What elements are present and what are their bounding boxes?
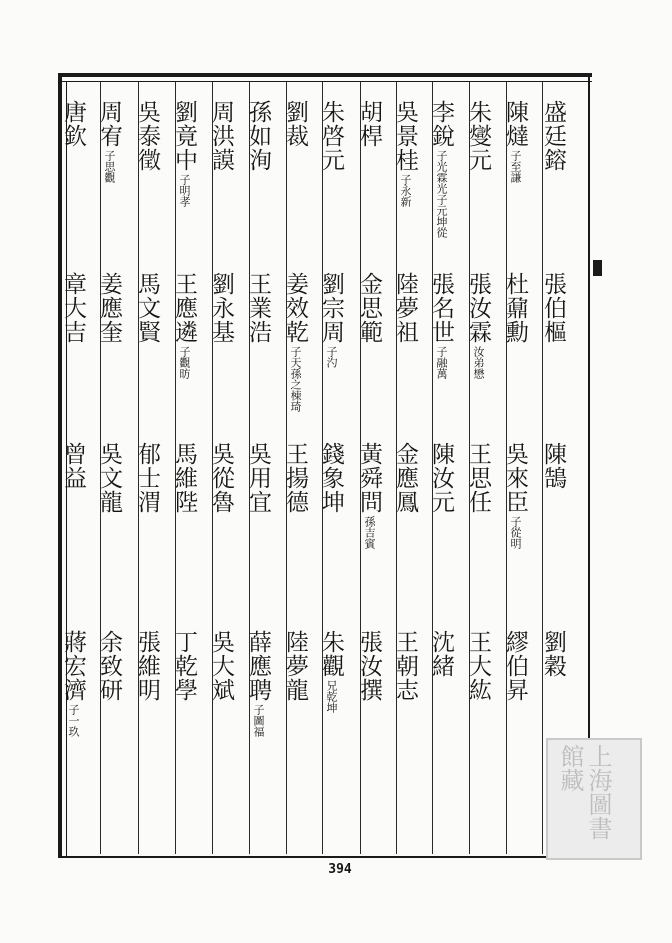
name-entry bbox=[245, 272, 271, 344]
name-entry bbox=[245, 442, 271, 514]
name-entry bbox=[392, 630, 418, 702]
name-text: 陸夢祖 bbox=[392, 272, 418, 344]
name-text: 李銳 bbox=[428, 100, 454, 148]
name-text: 孫如洵 bbox=[245, 100, 271, 172]
name-text: 劉竟中 bbox=[171, 100, 197, 172]
name-text: 吳用宜 bbox=[245, 442, 271, 514]
name-entry bbox=[208, 442, 234, 514]
name-entry bbox=[502, 442, 528, 549]
name-text: 繆伯昇 bbox=[502, 630, 528, 702]
annotation-note: 汝弟懋 bbox=[472, 346, 485, 379]
name-entry bbox=[428, 100, 454, 238]
name-entry bbox=[356, 100, 382, 148]
annotation-note: 子光霖光子元坤從 bbox=[435, 150, 448, 238]
name-entry bbox=[60, 630, 86, 737]
name-entry bbox=[428, 272, 454, 379]
name-entry bbox=[96, 630, 122, 702]
name-text: 張伯樞 bbox=[540, 272, 566, 344]
name-entry bbox=[540, 630, 566, 678]
name-entry bbox=[245, 630, 271, 737]
name-text: 王思任 bbox=[465, 442, 491, 514]
name-text: 杜鼐勳 bbox=[502, 272, 528, 344]
name-entry bbox=[318, 630, 344, 713]
name-text: 吳來臣 bbox=[502, 442, 528, 514]
annotation-note: 子汋 bbox=[325, 346, 338, 368]
name-text: 王朝志 bbox=[392, 630, 418, 702]
name-entry bbox=[465, 442, 491, 514]
name-entry bbox=[171, 630, 197, 702]
name-text: 馬文賢 bbox=[134, 272, 160, 344]
name-text: 陸夢龍 bbox=[282, 630, 308, 702]
annotation-note: 子融萬 bbox=[435, 346, 448, 379]
name-entry bbox=[208, 630, 234, 702]
name-entry bbox=[282, 272, 308, 412]
name-text: 吳景桂 bbox=[392, 100, 418, 172]
name-entry bbox=[282, 630, 308, 702]
annotation-note: 子至謙 bbox=[509, 150, 522, 183]
name-entry bbox=[428, 630, 454, 678]
name-text: 張汝霖 bbox=[465, 272, 491, 344]
name-text: 劉裁 bbox=[282, 100, 308, 148]
name-text: 黃舜問 bbox=[356, 442, 382, 514]
name-text: 王揚德 bbox=[282, 442, 308, 514]
name-text: 張維明 bbox=[134, 630, 160, 702]
name-entry bbox=[465, 630, 491, 702]
name-entry bbox=[502, 272, 528, 344]
name-text: 張汝撰 bbox=[356, 630, 382, 702]
name-entry bbox=[356, 272, 382, 344]
library-seal bbox=[546, 738, 642, 860]
name-text: 蔣宏濟 bbox=[60, 630, 86, 702]
name-text: 朱啓元 bbox=[318, 100, 344, 172]
name-entry bbox=[134, 272, 160, 344]
name-entry bbox=[96, 272, 122, 344]
name-text: 章大吉 bbox=[60, 272, 86, 344]
name-text: 吳大斌 bbox=[208, 630, 234, 702]
name-text: 朱燮元 bbox=[465, 100, 491, 172]
name-entry bbox=[171, 100, 197, 207]
name-entry bbox=[171, 442, 197, 514]
name-text: 陳燵 bbox=[502, 100, 528, 148]
annotation-note: 兄乾坤 bbox=[325, 680, 338, 713]
annotation-note: 子思觀 bbox=[103, 150, 116, 183]
name-entry bbox=[318, 100, 344, 172]
name-entry bbox=[318, 272, 344, 368]
name-entry bbox=[208, 100, 234, 172]
name-text: 周洪謨 bbox=[208, 100, 234, 172]
name-entry bbox=[540, 100, 566, 172]
annotation-note: 子圖福 bbox=[252, 704, 265, 737]
name-entry bbox=[540, 442, 566, 490]
name-entry bbox=[60, 272, 86, 344]
annotation-note: 子從明 bbox=[509, 516, 522, 549]
name-entry bbox=[502, 100, 528, 183]
margin-mark bbox=[593, 260, 602, 276]
name-entry bbox=[392, 442, 418, 514]
annotation-note: 子永新 bbox=[399, 174, 412, 207]
annotation-note: 子天孫之棟琦 bbox=[289, 346, 302, 412]
name-text: 余致研 bbox=[96, 630, 122, 702]
name-text: 王大紘 bbox=[465, 630, 491, 702]
name-entry bbox=[465, 272, 491, 379]
name-text: 劉永基 bbox=[208, 272, 234, 344]
name-entry bbox=[60, 442, 86, 490]
name-text: 郁士渭 bbox=[134, 442, 160, 514]
name-text: 盛廷鎔 bbox=[540, 100, 566, 172]
name-text: 金思範 bbox=[356, 272, 382, 344]
name-entry bbox=[465, 100, 491, 172]
name-text: 劉穀 bbox=[540, 630, 566, 678]
name-entry bbox=[134, 100, 160, 172]
name-text: 沈緒 bbox=[428, 630, 454, 678]
name-text: 周宥 bbox=[96, 100, 122, 148]
name-entry bbox=[356, 442, 382, 549]
name-entry bbox=[60, 100, 86, 148]
name-text: 吳文龍 bbox=[96, 442, 122, 514]
name-text: 王業浩 bbox=[245, 272, 271, 344]
name-text: 丁乾學 bbox=[171, 630, 197, 702]
top-border bbox=[58, 73, 592, 77]
name-text: 曾益 bbox=[60, 442, 86, 490]
name-entry bbox=[96, 100, 122, 183]
name-entry bbox=[392, 100, 418, 207]
name-text: 姜效乾 bbox=[282, 272, 308, 344]
annotation-note: 子觀昉 bbox=[178, 346, 191, 379]
name-text: 吳泰徵 bbox=[134, 100, 160, 172]
annotation-note: 孫吉賓 bbox=[363, 516, 376, 549]
name-text: 王應遴 bbox=[171, 272, 197, 344]
name-text: 吳從魯 bbox=[208, 442, 234, 514]
name-text: 馬維陛 bbox=[171, 442, 197, 514]
name-entry bbox=[282, 100, 308, 148]
page-number: 394 bbox=[328, 862, 352, 877]
name-entry bbox=[96, 442, 122, 514]
library-seal-text: 上海圖書館藏 bbox=[556, 744, 612, 840]
name-entry bbox=[171, 272, 197, 379]
name-text: 姜應奎 bbox=[96, 272, 122, 344]
name-text: 唐欽 bbox=[60, 100, 86, 148]
name-text: 張名世 bbox=[428, 272, 454, 344]
name-entry bbox=[282, 442, 308, 514]
name-entry bbox=[392, 272, 418, 344]
name-text: 胡桿 bbox=[356, 100, 382, 148]
name-entry bbox=[356, 630, 382, 702]
annotation-note: 子明孝 bbox=[178, 174, 191, 207]
name-entry bbox=[540, 272, 566, 344]
name-entry bbox=[134, 442, 160, 514]
name-entry bbox=[134, 630, 160, 702]
name-entry bbox=[318, 442, 344, 514]
name-entry bbox=[245, 100, 271, 172]
name-text: 劉宗周 bbox=[318, 272, 344, 344]
name-text: 陳鵠 bbox=[540, 442, 566, 490]
name-entry bbox=[208, 272, 234, 344]
name-text: 金應鳳 bbox=[392, 442, 418, 514]
name-text: 朱觀 bbox=[318, 630, 344, 678]
annotation-note: 子一玖 bbox=[67, 704, 80, 737]
name-text: 錢象坤 bbox=[318, 442, 344, 514]
name-text: 陳汝元 bbox=[428, 442, 454, 514]
name-entry bbox=[428, 442, 454, 514]
bottom-border bbox=[58, 856, 588, 858]
name-text: 薛應聘 bbox=[245, 630, 271, 702]
name-entry bbox=[502, 630, 528, 702]
